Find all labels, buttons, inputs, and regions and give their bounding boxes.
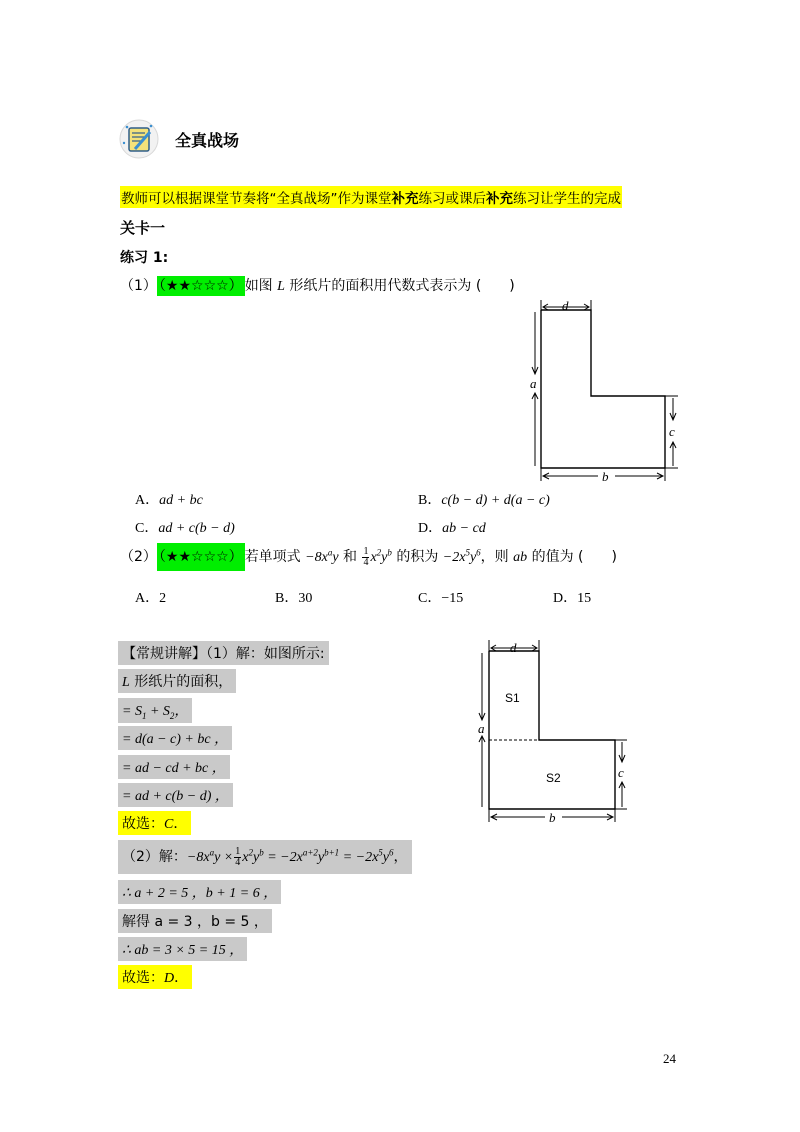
note-bold2: 补充 — [486, 191, 513, 207]
q2-mono1: $-8x^ay$ — [305, 547, 339, 565]
option-value: 15 — [577, 591, 592, 606]
solution-line-1: L 形纸片的面积， — [118, 669, 236, 693]
note-part2: 练习或课后 — [418, 191, 486, 207]
solution-part2-line-2: ∴ a + 2 = 5 ，b + 1 = 6 ， — [118, 880, 281, 904]
q1-label-b: b — [602, 469, 609, 484]
teacher-note — [120, 186, 622, 208]
option-value: ad + c(b − d) — [158, 521, 235, 536]
q1-option-d — [418, 517, 486, 537]
option-label: D． — [553, 591, 578, 606]
q2-difficulty: （★★☆☆☆） — [157, 543, 245, 571]
option-value: 2 — [159, 591, 167, 606]
solution-answer-1: 故选：C． — [118, 811, 191, 835]
solution-label-c: c — [618, 765, 624, 780]
level-title: 关卡一 — [120, 219, 166, 237]
page-number: 24 — [663, 1051, 676, 1066]
solution-part2-line-1: （2）解：$-8x^ay$ × $\frac{1}{4}$ $x^2y^b = -2x^{a+2}y^{b+1} = -2x^5y^6$， — [118, 840, 412, 874]
q1-stem — [120, 275, 515, 295]
section-title: 全真战场 — [175, 131, 240, 150]
solution-part2-line-3: 解得 a = 3 ，b = 5 ， — [118, 909, 272, 933]
solution-label-s1: S1 — [505, 691, 520, 705]
q2-stem — [120, 546, 617, 568]
solution-l-shape — [489, 651, 615, 809]
q1-label-a: a — [530, 376, 537, 391]
solution-answer-2: 故选：D． — [118, 965, 192, 989]
solution-line-4: = ad − cd + bc ， — [118, 755, 230, 779]
option-value: 30 — [298, 591, 313, 606]
solution-line-2: = $S_1 + S_2$， — [118, 698, 192, 723]
q2-number: （2） — [120, 549, 157, 565]
exercise-title: 练习 1: — [120, 250, 169, 266]
option-label: D． — [418, 521, 443, 536]
header-icon — [118, 118, 160, 160]
option-label: B． — [418, 493, 442, 508]
option-label: C． — [418, 591, 442, 606]
q2-text-b: 的积为 — [391, 549, 443, 565]
q2-option-c — [418, 587, 463, 607]
q2-text-and: 和 — [338, 549, 362, 565]
q1-option-c — [135, 517, 235, 537]
q2-text-d: 的值为 ( ) — [527, 549, 617, 565]
q2-text-a: 若单项式 — [244, 549, 306, 565]
q1-number: （1） — [120, 278, 157, 294]
q1-l-shape — [541, 310, 665, 468]
solution-label-d: d — [510, 640, 517, 655]
q1-label-d: d — [562, 298, 569, 313]
option-value: ab − cd — [442, 521, 486, 536]
q1-option-a — [135, 489, 203, 509]
option-label: B． — [275, 591, 299, 606]
q1-L: L — [277, 279, 285, 294]
q2-text-c: ，则 — [480, 549, 514, 565]
q2-mono2: $x^2y^b$ — [370, 547, 392, 565]
solution-label-s2: S2 — [546, 771, 561, 785]
option-value: c(b − d) + d(a − c) — [441, 493, 550, 508]
q1-difficulty: （★★☆☆☆） — [158, 278, 243, 294]
q2-option-d — [553, 587, 591, 607]
option-label: A． — [135, 591, 160, 606]
solution-line-3: = d(a − c) + bc ， — [118, 726, 232, 750]
q2-fraction: $\frac{1}{4}$ — [363, 545, 369, 568]
solution-figure — [472, 636, 642, 828]
solution-line-5: = ad + c(b − d) ， — [118, 783, 233, 807]
note-part3: 练习让学生的完成 — [513, 191, 621, 207]
q1-text-b: 形纸片的面积用代数式表示为 ( ) — [284, 278, 515, 294]
option-value: −15 — [441, 591, 464, 606]
q1-figure — [520, 296, 690, 486]
option-value: ad + bc — [159, 493, 203, 508]
q1-option-b — [418, 489, 550, 509]
q1-label-c: c — [669, 424, 675, 439]
solution-label-a: a — [478, 721, 485, 736]
solution-part2-line-4: ∴ ab = 3 × 5 = 15 ， — [118, 937, 247, 961]
q1-text-a: 如图 — [244, 278, 278, 294]
q2-ab: ab — [513, 550, 528, 565]
option-label: A． — [135, 493, 160, 508]
note-part1: 教师可以根据课堂节奏将“全真战场”作为课堂 — [121, 191, 392, 207]
notepad-pencil-icon — [118, 118, 160, 160]
q2-product: $-2x^5y^6$ — [442, 547, 481, 565]
note-bold1: 补充 — [391, 191, 419, 207]
q2-option-a — [135, 587, 166, 607]
q2-option-b — [275, 587, 312, 607]
solution-label-b: b — [549, 810, 556, 825]
solution-heading: 【常规讲解】（1）解：如图所示: — [118, 641, 329, 665]
option-label: C． — [135, 521, 159, 536]
